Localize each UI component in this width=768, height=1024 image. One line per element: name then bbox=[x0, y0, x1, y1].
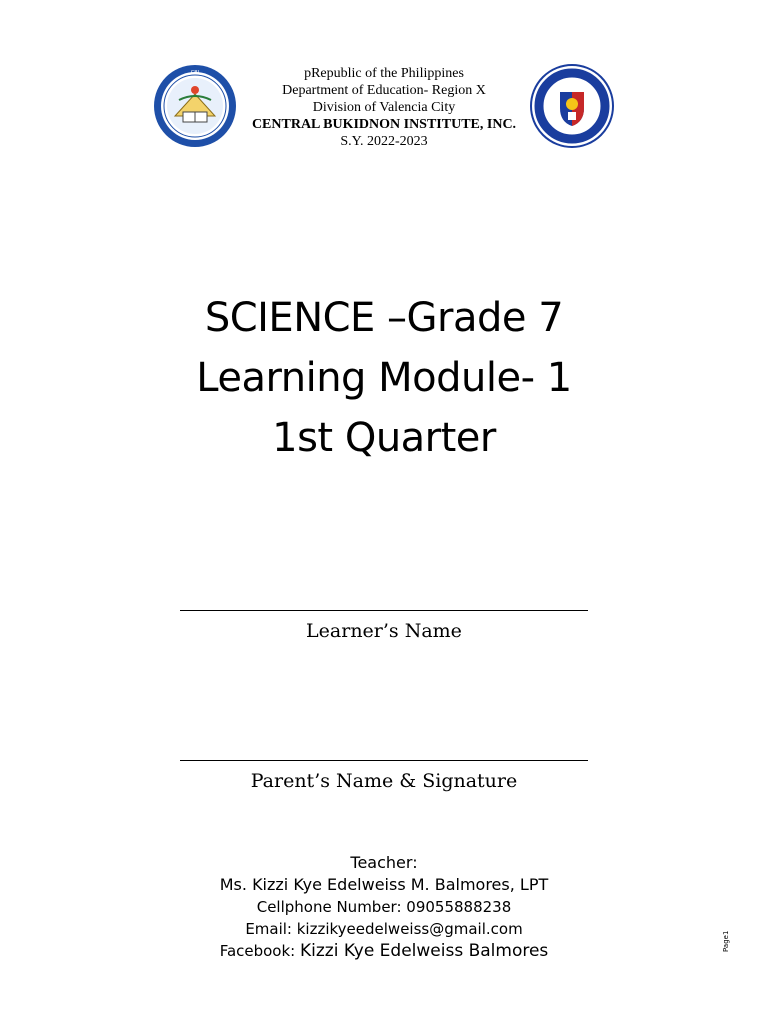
deped-seal-logo bbox=[530, 64, 614, 148]
school-seal-logo bbox=[153, 64, 237, 148]
header-school-name: CENTRAL BUKIDNON INSTITUTE, INC. bbox=[251, 117, 517, 132]
page-number: Page1 bbox=[722, 930, 730, 952]
header-text-block bbox=[230, 65, 538, 150]
teacher-heading: Teacher: bbox=[350, 853, 418, 872]
facebook-name: Kizzi Kye Edelweiss Balmores bbox=[300, 941, 549, 961]
learner-name-line bbox=[180, 610, 588, 611]
document-header bbox=[0, 0, 768, 170]
teacher-email: Email: kizzikyeedelweiss@gmail.com bbox=[245, 920, 523, 938]
header-line-department: Department of Education- Region X bbox=[282, 83, 486, 98]
teacher-facebook bbox=[0, 940, 768, 962]
parent-signature-label: Parent’s Name & Signature bbox=[250, 770, 518, 792]
teacher-info bbox=[0, 852, 768, 962]
header-school-year: S.Y. 2022-2023 bbox=[340, 134, 428, 149]
teacher-cellphone: Cellphone Number: 09055888238 bbox=[256, 898, 512, 916]
facebook-label: Facebook: bbox=[219, 942, 300, 960]
teacher-name: Ms. Kizzi Kye Edelweiss M. Balmores, LPT bbox=[219, 875, 549, 894]
module-title bbox=[0, 288, 768, 468]
parent-signature-line bbox=[180, 760, 588, 761]
title-quarter: 1st Quarter bbox=[272, 415, 496, 461]
learner-name-label: Learner’s Name bbox=[306, 620, 462, 642]
svg-text:CBI: CBI bbox=[190, 70, 200, 76]
header-line-republic: pRepublic of the Philippines bbox=[304, 66, 464, 81]
title-module-number: Learning Module- 1 bbox=[196, 355, 572, 401]
header-line-division: Division of Valencia City bbox=[312, 100, 456, 115]
title-subject-grade: SCIENCE –Grade 7 bbox=[204, 295, 564, 341]
